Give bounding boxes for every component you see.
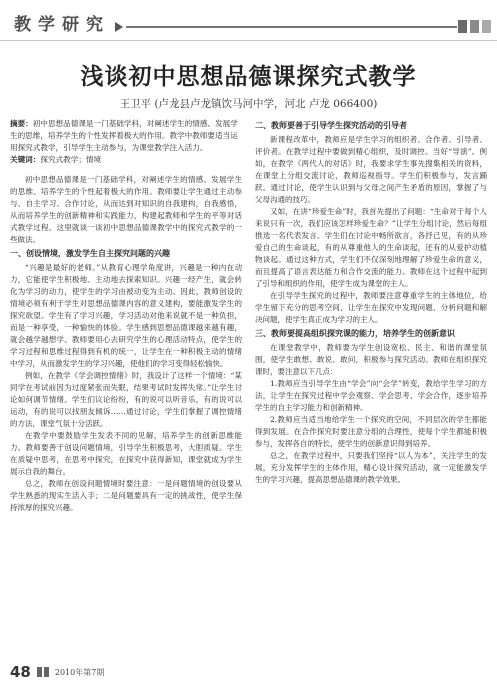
body-paragraph: 总之，教师在创设问题情境时要注意：一是问题情境的创设要从学生熟悉的现实生活入手；二是问题要具有一定的挑战性，使学生保持浓厚的探究兴趣。 <box>10 479 242 512</box>
keywords-label: 关键词： <box>10 155 41 164</box>
page-header <box>0 0 497 42</box>
left-column <box>10 174 242 664</box>
section-heading: 一、创设情境，激发学生自主探究问题的兴趣 <box>10 249 170 258</box>
abstract <box>10 118 242 154</box>
body-paragraph: 1.教师应当引导学生由“学会”向“会学”转变，教给学生学习的方法，让学生在探究过程中学会观察、学会思考、学会合作，逐步培养学生的自主学习能力和创新精神。 <box>255 379 487 412</box>
issue-label: 2010年第7期 <box>54 667 105 677</box>
body-paragraph: 在课堂教学中，教师要为学生创设宽松、民主、和谐的课堂氛围，使学生敢想、敢说、敢问，积极参与探究活动。教师在组织探究课时，要注意以下几点： <box>255 343 487 376</box>
abstract-block <box>10 118 242 166</box>
body-paragraph: 又如，在讲“珍爱生命”时，我首先提出了问题：“生命对于每个人来说只有一次，我们应该怎样珍爱生命？”让学生分组讨论，然后每组推选一名代表发言。学生们在讨论中畅所欲言，各抒己见，有的从珍爱自己的生命谈起，有的从尊重他人的生命谈起，还有的从爱护动植物谈起。通过这种方式，学生们不仅深刻地理解了珍爱生命的意义，而且提高了语言表达能力和合作交流的能力。教师在这个过程中起到了引导和组织的作用，使学生成为课堂的主人。 <box>255 207 487 288</box>
header-rule <box>126 26 457 28</box>
body-paragraph: 在引导学生探究的过程中，教师要注意尊重学生的主体地位，给学生留下充分的思考空间，让学生在探究中发现问题、分析问题和解决问题，使学生真正成为学习的主人。 <box>255 291 487 324</box>
section-heading: 二、教师要善于引导学生探究活动的引导者 <box>255 121 407 130</box>
header-decoration <box>458 20 491 33</box>
article-author: 王卫平 (卢龙县卢龙镇饮马河中学，河北 卢龙 066400) <box>119 98 378 110</box>
abstract-label: 摘要： <box>10 119 33 128</box>
page-number: 48 <box>10 663 31 681</box>
section-heading: 三、教师要提高组织探究课的能力，培养学生的创新意识 <box>255 329 455 338</box>
header-arrow <box>115 22 123 32</box>
body-paragraph: 新课程改革中，教师应是学生学习的组织者、合作者、引导者、评价者。在教学过程中要做到精心组织，及时调控。当好“导演”。例如，在教学《两代人的对话》时，我要求学生事先搜集相关的资料，在课堂上分组交流讨论，教师巡视指导。学生们积极参与，发言踊跃。通过讨论，使学生认识到与父母之间产生矛盾的原因，掌握了与父母沟通的技巧。 <box>255 135 487 204</box>
body-paragraph: 在教学中要鼓励学生发表不同的见解，培养学生的创新思维能力。教师要善于创设问题情境，引导学生积极思考，大胆质疑。学生在质疑中思考，在思考中探究，在探究中获得新知，课堂就成为学生展示自我的舞台。 <box>10 431 242 476</box>
body-paragraph: 例如，在教学《学会调控情绪》时，我设计了这样一个情境：“某同学在考试前因为过度紧张而失眠，结果考试时发挥失常。”让学生讨论如何调节情绪。学生们议论纷纷，有的说可以听音乐，有的说可以运动，有的说可以找朋友倾诉……通过讨论，学生们掌握了调控情绪的方法，课堂气氛十分活跃。 <box>10 371 242 428</box>
abstract-text: 初中思想品德课是一门基础学科，对阐述学生的情感、发展学生的思维，培养学生的个性发挥着极大的作用。教学中教师要适当运用探究式教学，引导学生主动参与，为课堂教学注入活力。 <box>10 119 238 152</box>
keywords-text: 探究式教学；情境 <box>40 155 102 164</box>
page-footer <box>10 662 104 682</box>
body-paragraph: 2.教师应当适当地给学生一个探究的空间，不同层次的学生都能得到发展。在合作探究时要注意分组的合理性，使每个学生都能积极参与，发挥各自的特长，使学生的创新意识得到培养。 <box>255 415 487 448</box>
article-title: 浅谈初中思想品德课探究式教学 <box>80 64 417 90</box>
section-title: 教学研究 <box>14 15 110 35</box>
body-paragraph: 初中思想品德课是一门基础学科，对阐述学生的情感、发展学生的思维、培养学生的个性起着极大的作用。教师要让学生通过主动参与、自主学习、合作讨论，从而达到对知识的自我建构，自我感悟，从而培养学生的创新精神和实践能力，构建起教师和学生的平等对话式教学过程。这里就谈一谈初中思想品德课教学中的探究式教学的一些做法。 <box>10 175 242 244</box>
right-column <box>255 118 487 666</box>
header-divider <box>0 40 497 41</box>
footer-decoration <box>37 667 49 677</box>
body-paragraph: “兴趣是最好的老师。”从教育心理学角度讲，兴趣是一种内在动力，它能使学生积极地、主动地去探索知识。兴趣一经产生，就会转化为学习的动力，使学生的学习由被动变为主动。因此，教师创设的情境必须有利于学生对思想品德课内容的意义建构，要能激发学生的探究欲望。学生有了学习兴趣，学习活动对他来说就不是一种负担，而是一种享受，一种愉快的体验。学生感到思想品德课越来越有趣，就会越学越想学。教师要用心去研究学生的心理活动特点，使学生的学习过程和思维过程得到有机的统一，让学生在一种积极主动的情绪中学习，从而激发学生的学习兴趣，使他们的学习变得轻松愉快。 <box>10 263 242 368</box>
body-paragraph: 总之，在教学过程中，只要我们坚持“以人为本”，关注学生的发展，充分发挥学生的主体作用，精心设计探究活动，就一定能激发学生的学习兴趣，提高思想品德课的教学效果。 <box>255 451 487 484</box>
keywords <box>10 154 242 166</box>
